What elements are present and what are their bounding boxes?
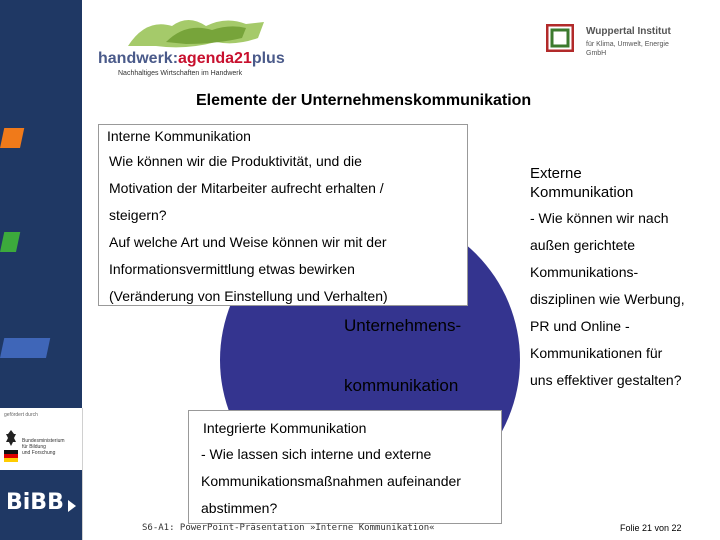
external-line: Kommunikationen für [530,345,663,361]
blue-tab [0,338,50,358]
bibb-logo-text: BiBB [6,490,64,515]
agenda21-logo [98,16,285,80]
agenda21-logo-text: handwerk:agenda21plus [98,50,285,67]
external-heading: Externe Kommunikation [530,165,634,201]
integrated-line: abstimmen? [201,500,278,516]
wuppertal-square-icon [546,24,574,52]
external-line: disziplinen wie Werbung, [530,291,685,307]
page-number: Folie 21 von 22 [620,523,682,533]
internal-communication-box [98,124,468,306]
agenda21-graphic-icon [126,16,266,50]
external-line: uns effektiver gestalten? [530,372,682,388]
green-tab [0,232,20,252]
ministry-name: Bundesministerium für Bildung und Forschung [22,438,65,456]
bibb-logo [0,470,82,540]
internal-line: (Veränderung von Einstellung und Verhalten) [109,288,388,304]
internal-line: Informationsvermittlung etwas bewirken [109,261,355,277]
integrated-communication-box [188,410,502,524]
ministry-caption: gefördert durch [4,412,38,418]
slide-title: Elemente der Unternehmenskommunikation [196,92,532,109]
internal-line: Wie können wir die Produktivität, und die [109,153,362,169]
wuppertal-institut-logo [546,18,716,66]
orange-tab [0,128,24,148]
triangle-icon [68,500,76,512]
footer-text: S6-A1: PowerPoint-Präsentation »Interne Kommunikation« [142,523,435,533]
external-line: PR und Online - [530,318,630,334]
external-line: - Wie können wir nach [530,210,669,226]
internal-line: Motivation der Mitarbeiter aufrecht erhalten / [109,180,384,196]
wuppertal-title: Wuppertal Institut [586,26,671,37]
sidebar [0,0,82,408]
center-label-line2: kommunikation [344,376,459,395]
external-line: Kommunikations- [530,264,639,280]
internal-line: steigern? [109,207,167,223]
integrated-line: Kommunikationsmaßnahmen aufeinander [201,473,461,489]
agenda21-tagline: Nachhaltiges Wirtschaften im Handwerk [118,70,243,77]
internal-heading: Interne Kommunikation [107,128,251,144]
external-line: außen gerichtete [530,237,636,253]
integrated-heading: Integrierte Kommunikation [203,420,367,436]
eagle-icon [4,424,18,464]
external-communication-box [520,150,710,396]
wuppertal-subtitle: für Klima, Umwelt, Energie GmbH [586,41,669,57]
integrated-line: - Wie lassen sich interne und externe [201,446,432,462]
internal-line: Auf welche Art und Weise können wir mit der [109,234,387,250]
center-label-line1: Unternehmens- [344,316,462,335]
